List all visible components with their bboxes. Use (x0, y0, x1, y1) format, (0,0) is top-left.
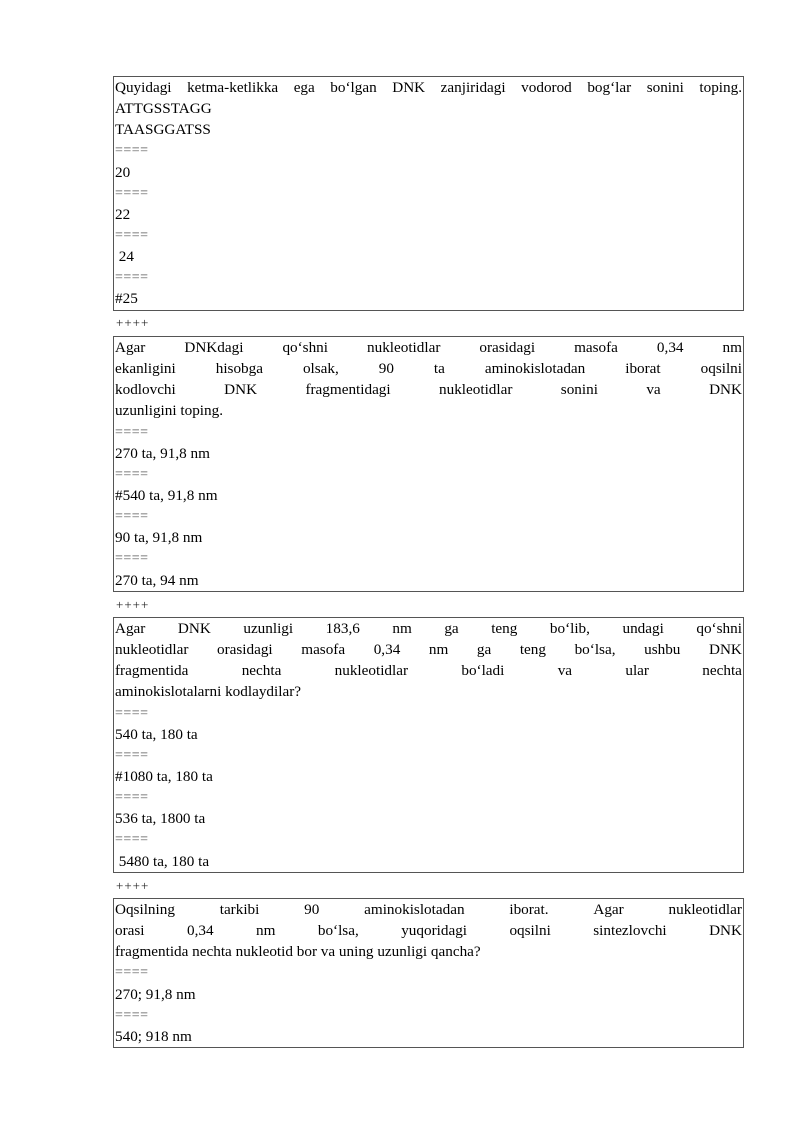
word: oqsilni (700, 360, 742, 378)
option-separator: ==== (115, 270, 149, 286)
word: aminokislotadan (484, 360, 586, 378)
word: vodorod (521, 79, 572, 96)
question-text-line (114, 639, 743, 660)
word: 90 (304, 901, 320, 918)
option-separator: ==== (115, 185, 149, 201)
word: DNKdagi (184, 339, 244, 356)
word: tarkibi (219, 901, 260, 918)
word: 90 (378, 360, 394, 378)
answer-option: 20 (115, 163, 131, 181)
word: sintezlovchi (593, 922, 667, 940)
option-separator: ==== (115, 965, 149, 981)
sequence-line: ATTGSSTAGG (115, 100, 212, 118)
sequence-line: TAASGGATSS (115, 121, 211, 139)
word: uzunligi (243, 620, 294, 637)
word: hisobga (215, 360, 263, 378)
word: qo‘shni (696, 620, 742, 637)
option-separator: ==== (115, 143, 149, 159)
word: nukleotidlar (439, 381, 513, 399)
option-separator: ==== (115, 424, 149, 440)
option-separator: ==== (115, 1007, 149, 1023)
question-block-1 (113, 76, 744, 311)
question-text-line (114, 899, 743, 920)
word: toping. (699, 79, 742, 96)
question-divider: ++++ (116, 878, 150, 893)
word: teng (519, 641, 546, 659)
answer-option: 540 ta, 180 ta (115, 725, 198, 743)
question-text-line (114, 337, 743, 358)
word: nukleotidlar (668, 901, 742, 918)
word: DNK (709, 922, 742, 940)
word: nukleotidlar (115, 641, 189, 659)
word: 0,34 (373, 641, 401, 659)
word: kodlovchi (115, 381, 176, 399)
word: DNK (708, 641, 742, 659)
word: DNK (224, 381, 258, 399)
word: bog‘lar (587, 79, 632, 96)
question-text-line (114, 920, 743, 941)
word: DNK (392, 79, 426, 96)
answer-option: 24 (115, 248, 134, 266)
word: ta (433, 360, 445, 378)
word: zanjiridagi (440, 79, 506, 96)
question-text-line: uzunligini toping. (115, 402, 223, 420)
word: teng (491, 620, 518, 637)
word: ular (625, 662, 649, 680)
word: ekanligini (115, 360, 176, 378)
option-separator: ==== (115, 227, 149, 243)
word: ushbu (644, 641, 681, 659)
word: undagi (622, 620, 664, 637)
word: Oqsilning (115, 901, 175, 918)
word: bo‘lib, (549, 620, 590, 637)
word: bo‘lsa, (317, 922, 359, 940)
question-text-line (114, 77, 743, 98)
word: oqsilni (509, 922, 551, 940)
word: aminokislotadan (364, 901, 465, 918)
question-text-line: fragmentida nechta nukleotid bor va uning uzunligi qancha? (115, 943, 481, 961)
word: iborat. (509, 901, 549, 918)
word: Agar (115, 339, 146, 356)
answer-option: 540; 918 nm (115, 1027, 192, 1045)
word: iborat (625, 360, 661, 378)
word: fragmentidagi (305, 381, 391, 399)
question-divider: ++++ (116, 315, 150, 330)
word: orasidagi (479, 339, 536, 356)
word: nm (428, 641, 449, 659)
word: bo‘lsa, (574, 641, 616, 659)
word: orasidagi (216, 641, 273, 659)
question-text-line: aminokislotalarni kodlaydilar? (115, 683, 301, 701)
word: va (646, 381, 661, 399)
word: nm (255, 922, 276, 940)
option-separator: ==== (115, 551, 149, 567)
word: 0,34 (186, 922, 214, 940)
word: ga (444, 620, 459, 637)
option-separator: ==== (115, 705, 149, 721)
word: masofa (574, 339, 618, 356)
word: nukleotidlar (334, 662, 409, 680)
word: ga (476, 641, 492, 659)
answer-option: 270; 91,8 nm (115, 985, 196, 1003)
word: Agar (115, 620, 146, 637)
word: nukleotidlar (367, 339, 441, 356)
word: yuqoridagi (401, 922, 468, 940)
answer-option: 90 ta, 91,8 nm (115, 529, 203, 547)
word: qo‘shni (282, 339, 328, 356)
option-separator: ==== (115, 747, 149, 763)
question-block-3 (113, 617, 744, 873)
word: DNK (177, 620, 211, 637)
correct-answer-option: #1080 ta, 180 ta (115, 767, 213, 785)
word: ega (293, 79, 315, 96)
correct-answer-option: #540 ta, 91,8 nm (115, 486, 218, 504)
question-block-4 (113, 898, 744, 1048)
word: va (557, 662, 573, 680)
word: ketma-ketlikka (187, 79, 279, 96)
word: DNK (709, 381, 742, 399)
word: nm (722, 339, 742, 356)
question-divider: ++++ (116, 597, 150, 612)
question-text-line (114, 660, 743, 681)
answer-option: 270 ta, 94 nm (115, 571, 199, 589)
word: sonini (560, 381, 598, 399)
word: nechta (241, 662, 282, 680)
answer-option: 5480 ta, 180 ta (115, 852, 210, 870)
question-text-line (114, 379, 743, 400)
word: Quyidagi (115, 79, 172, 96)
word: orasi (115, 922, 145, 940)
word: masofa (301, 641, 346, 659)
option-separator: ==== (115, 832, 149, 848)
word: bo‘ladi (461, 662, 505, 680)
question-block-2 (113, 336, 744, 592)
word: fragmentida (115, 662, 189, 680)
word: sonini (646, 79, 684, 96)
word: 183,6 (325, 620, 360, 637)
word: olsak, (302, 360, 339, 378)
option-separator: ==== (115, 466, 149, 482)
word: Agar (593, 901, 624, 918)
question-text-line (114, 358, 743, 379)
correct-answer-option: #25 (115, 290, 138, 308)
option-separator: ==== (115, 509, 149, 525)
option-separator: ==== (115, 790, 149, 806)
word: nm (392, 620, 412, 637)
word: bo‘lgan (330, 79, 377, 96)
answer-option: 22 (115, 205, 131, 223)
answer-option: 270 ta, 91,8 nm (115, 444, 210, 462)
word: 0,34 (656, 339, 684, 356)
answer-option: 536 ta, 1800 ta (115, 810, 206, 828)
question-text-line (114, 618, 743, 639)
word: nechta (702, 662, 742, 680)
